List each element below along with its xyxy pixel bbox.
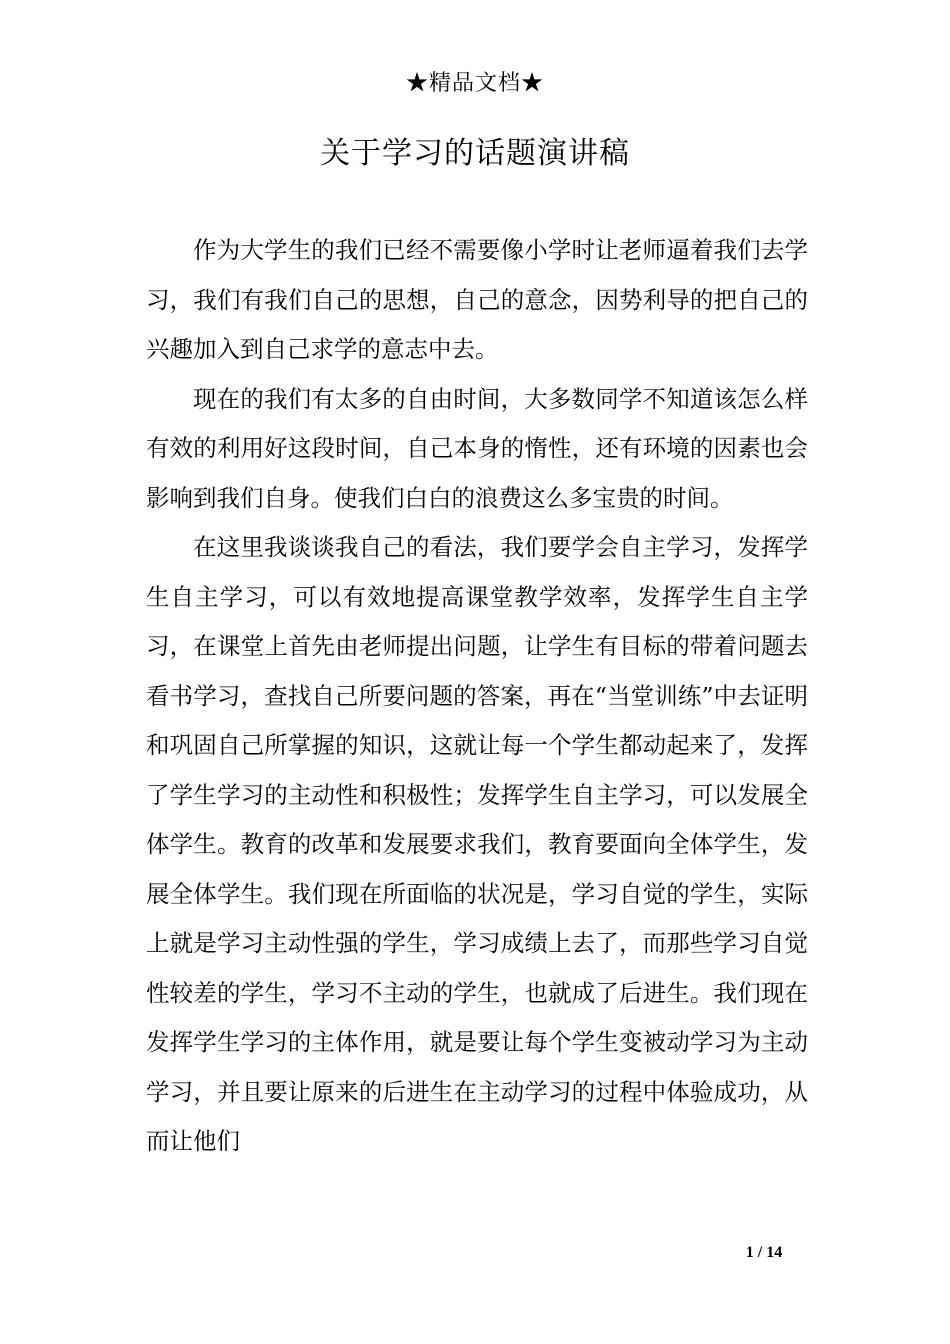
- paragraph-1: 作为大学生的我们已经不需要像小学时让老师逼着我们去学习，我们有我们自己的思想，自己的意念，因势利导的把自己的兴趣加入到自己求学的意志中去。: [146, 236, 808, 363]
- paragraph-2: 现在的我们有太多的自由时间，大多数同学不知道该怎么样有效的利用好这段时间，自己本身的惰性，还有环境的因素也会影响到我们自身。使我们白白的浪费这么多宝贵的时间。: [146, 384, 808, 512]
- document-title: 关于学习的话题演讲稿: [320, 136, 630, 171]
- document-body: [146, 226, 808, 1167]
- header-mark: ★精品文档★: [405, 71, 544, 96]
- page-number: 1 / 14: [745, 1244, 783, 1261]
- paragraph-3: 在这里我谈谈我自己的看法，我们要学会自主学习，发挥学生自主学习，可以有效地提高课堂教学效率，发挥学生自主学习，在课堂上首先由老师提出问题，让学生有目标的带着问题去看书学习，查找自己所要问题的答案，再在“当堂训练”中去证明和巩固自己所掌握的知识，这就让每一个学生都动起来了，发挥了学生学习的主动性和积极性；发挥学生自主学习，可以发展全体学生。教育的改革和发展要求我们，教育要面向全体学生，发展全体学生。我们现在所面临的状况是，学习自觉的学生，实际上就是学习主动性强的学生，学习成绩上去了，而那些学习自觉性较差的学生，学习不主动的学生，也就成了后进生。我们现在发挥学生学习的主体作用，就是要让每个学生变被动学习为主动学习，并且要让原来的后进生在主动学习的过程中体验成功，从而让他们: [146, 533, 808, 1155]
